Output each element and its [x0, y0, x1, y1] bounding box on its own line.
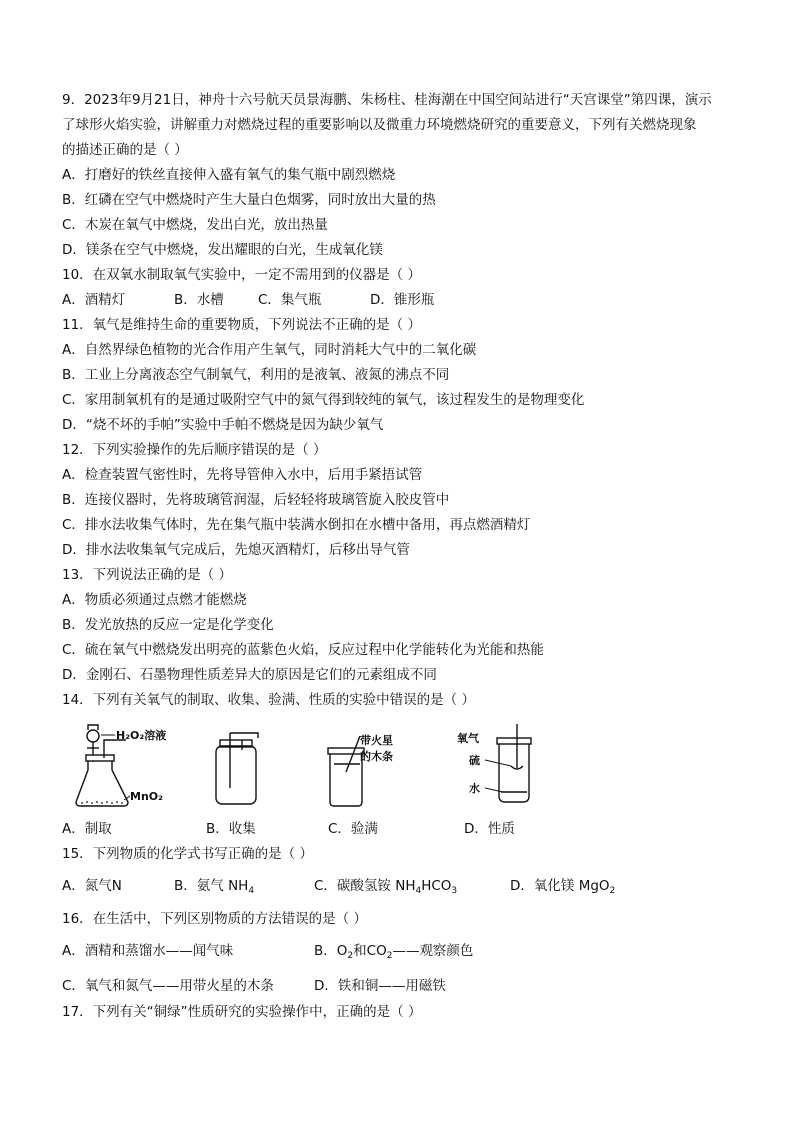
q15-option-a[interactable]	[62, 877, 122, 895]
figure-property-test	[455, 722, 545, 810]
mno2-label: MnO₂	[130, 790, 163, 803]
q14-option-a[interactable]: A．制取	[62, 821, 112, 837]
q9-option-a[interactable]: A．打磨好的铁丝直接伸入盛有氧气的集气瓶中剧烈燃烧	[62, 167, 396, 183]
q9-option-b[interactable]: B．红磷在空气中燃烧时产生大量白色烟雾，同时放出大量的热	[62, 192, 436, 208]
sulfur-label: 硫	[469, 754, 480, 767]
q10-option-c[interactable]: C．集气瓶	[258, 292, 322, 308]
figure-check-full	[320, 726, 440, 810]
q16-option-c[interactable]: C．氧气和氮气——用带火星的木条	[62, 978, 274, 994]
glowing-stick-label-2: 的木条	[360, 750, 393, 763]
q14-option-d[interactable]: D．性质	[464, 821, 515, 837]
q11-option-a[interactable]: A．自然界绿色植物的光合作用产生氧气，同时消耗大气中的二氧化碳	[62, 342, 477, 358]
q16-option-b-sub-1: 2	[347, 951, 354, 961]
h2o2-solution-label: H₂O₂溶液	[116, 729, 167, 742]
q16-stem: 16．在生活中，下列区别物质的方法错误的是（ ）	[62, 911, 367, 927]
figure-production-apparatus	[68, 722, 183, 810]
q9-option-c[interactable]: C．木炭在氧气中燃烧，发出白光，放出热量	[62, 217, 328, 233]
q13-stem: 13．下列说法正确的是（ ）	[62, 567, 232, 583]
q15-option-b-prefix: B．氨气	[174, 878, 229, 894]
q9-stem-line-3: 的描述正确的是（ ）	[62, 142, 188, 158]
q12-option-d[interactable]: D．排水法收集氧气完成后，先熄灭酒精灯，后移出导气管	[62, 542, 410, 558]
q13-option-c[interactable]: C．硫在氧气中燃烧发出明亮的蓝紫色火焰，反应过程中化学能转化为光能和热能	[62, 642, 544, 658]
q13-option-d[interactable]: D．金刚石、石墨物理性质差异大的原因是它们的元素组成不同	[62, 667, 437, 683]
q10-option-d[interactable]: D．锥形瓶	[370, 292, 435, 308]
q15-stem: 15．下列物质的化学式书写正确的是（ ）	[62, 846, 313, 862]
q9-stem-line-2: 了球形火焰实验，讲解重力对燃烧过程的重要影响以及微重力环境燃烧研究的重要意义，下列有关燃烧现象	[62, 117, 697, 133]
q16-option-b-formula-2: CO	[366, 943, 387, 959]
q10-option-b[interactable]: B．水槽	[174, 292, 224, 308]
q15-option-b-formula: NH	[228, 878, 249, 894]
q15-option-c-subscript-1: 4	[415, 886, 422, 896]
q15-option-b[interactable]	[174, 877, 254, 900]
q16-option-b-prefix: B．	[314, 943, 337, 959]
q9-stem-line-1: 9．2023年9月21日，神舟十六号航天员景海鹏、朱杨柱、桂海潮在中国空间站进行“天宫课堂”第四课，演示	[62, 92, 712, 108]
q15-option-c-formula: NH	[395, 878, 416, 894]
q16-option-b-tail: ——观察颜色	[392, 943, 474, 959]
q16-option-b[interactable]	[314, 942, 473, 965]
q11-option-c[interactable]: C．家用制氧机有的是通过吸附空气中的氮气得到较纯的氧气，该过程发生的是物理变化	[62, 392, 585, 408]
q12-stem: 12．下列实验操作的先后顺序错误的是（ ）	[62, 442, 327, 458]
glowing-stick-label-1: 带火星	[360, 734, 393, 747]
q16-option-a[interactable]: A．酒精和蒸馏水——闻气味	[62, 943, 234, 959]
q15-option-a-prefix: A．氮气	[62, 878, 112, 894]
q11-option-b[interactable]: B．工业上分离液态空气制氧气，利用的是液氧、液氮的沸点不同	[62, 367, 450, 383]
oxygen-label: 氧气	[457, 732, 479, 745]
q16-option-b-formula-1: O	[336, 943, 348, 959]
q15-option-c[interactable]	[314, 877, 457, 900]
q10-stem: 10．在双氧水制取氧气实验中，一定不需用到的仪器是（ ）	[62, 267, 421, 283]
q14-stem: 14．下列有关氧气的制取、收集、验满、性质的实验中错误的是（ ）	[62, 692, 475, 708]
q11-stem: 11．氧气是维持生命的重要物质，下列说法不正确的是（ ）	[62, 317, 421, 333]
q12-option-a[interactable]: A．检查装置气密性时，先将导管伸入水中，后用手紧捂试管	[62, 467, 423, 483]
q15-option-a-formula: N	[111, 878, 122, 894]
q15-option-c-prefix: C．碳酸氢铵	[314, 878, 396, 894]
q15-option-c-subscript-2: 3	[451, 886, 458, 896]
q13-option-a[interactable]: A．物质必须通过点燃才能燃烧	[62, 592, 247, 608]
q10-option-a[interactable]: A．酒精灯	[62, 292, 126, 308]
q15-option-c-tail: HCO	[421, 878, 452, 894]
q11-option-d[interactable]: D．“烧不坏的手帕”实验中手帕不燃烧是因为缺少氧气	[62, 417, 384, 433]
figure-collection-bottle	[208, 728, 268, 808]
q13-option-b[interactable]: B．发光放热的反应一定是化学变化	[62, 617, 274, 633]
q15-option-d-prefix: D．氧化镁	[510, 878, 579, 894]
q9-option-d[interactable]: D．镁条在空气中燃烧，发出耀眼的白光，生成氧化镁	[62, 242, 383, 258]
q15-option-d[interactable]	[510, 877, 615, 900]
q12-option-c[interactable]: C．排水法收集气体时，先在集气瓶中装满水倒扣在水槽中备用，再点燃酒精灯	[62, 517, 531, 533]
water-label: 水	[469, 782, 480, 795]
q14-option-c[interactable]: C．验满	[328, 821, 378, 837]
q15-option-d-subscript: 2	[609, 886, 616, 896]
q16-option-b-sub-2: 2	[386, 951, 393, 961]
q14-option-b[interactable]: B．收集	[206, 821, 256, 837]
q16-option-d[interactable]: D．铁和铜——用磁铁	[314, 978, 446, 994]
q17-stem: 17．下列有关“铜绿”性质研究的实验操作中，正确的是（ ）	[62, 1004, 422, 1020]
q15-option-d-formula: MgO	[578, 878, 610, 894]
q12-option-b[interactable]: B．连接仪器时，先将玻璃管润湿，后轻轻将玻璃管旋入胶皮管中	[62, 492, 450, 508]
q16-option-b-mid: 和	[353, 943, 367, 959]
q15-option-b-subscript: 4	[248, 886, 255, 896]
